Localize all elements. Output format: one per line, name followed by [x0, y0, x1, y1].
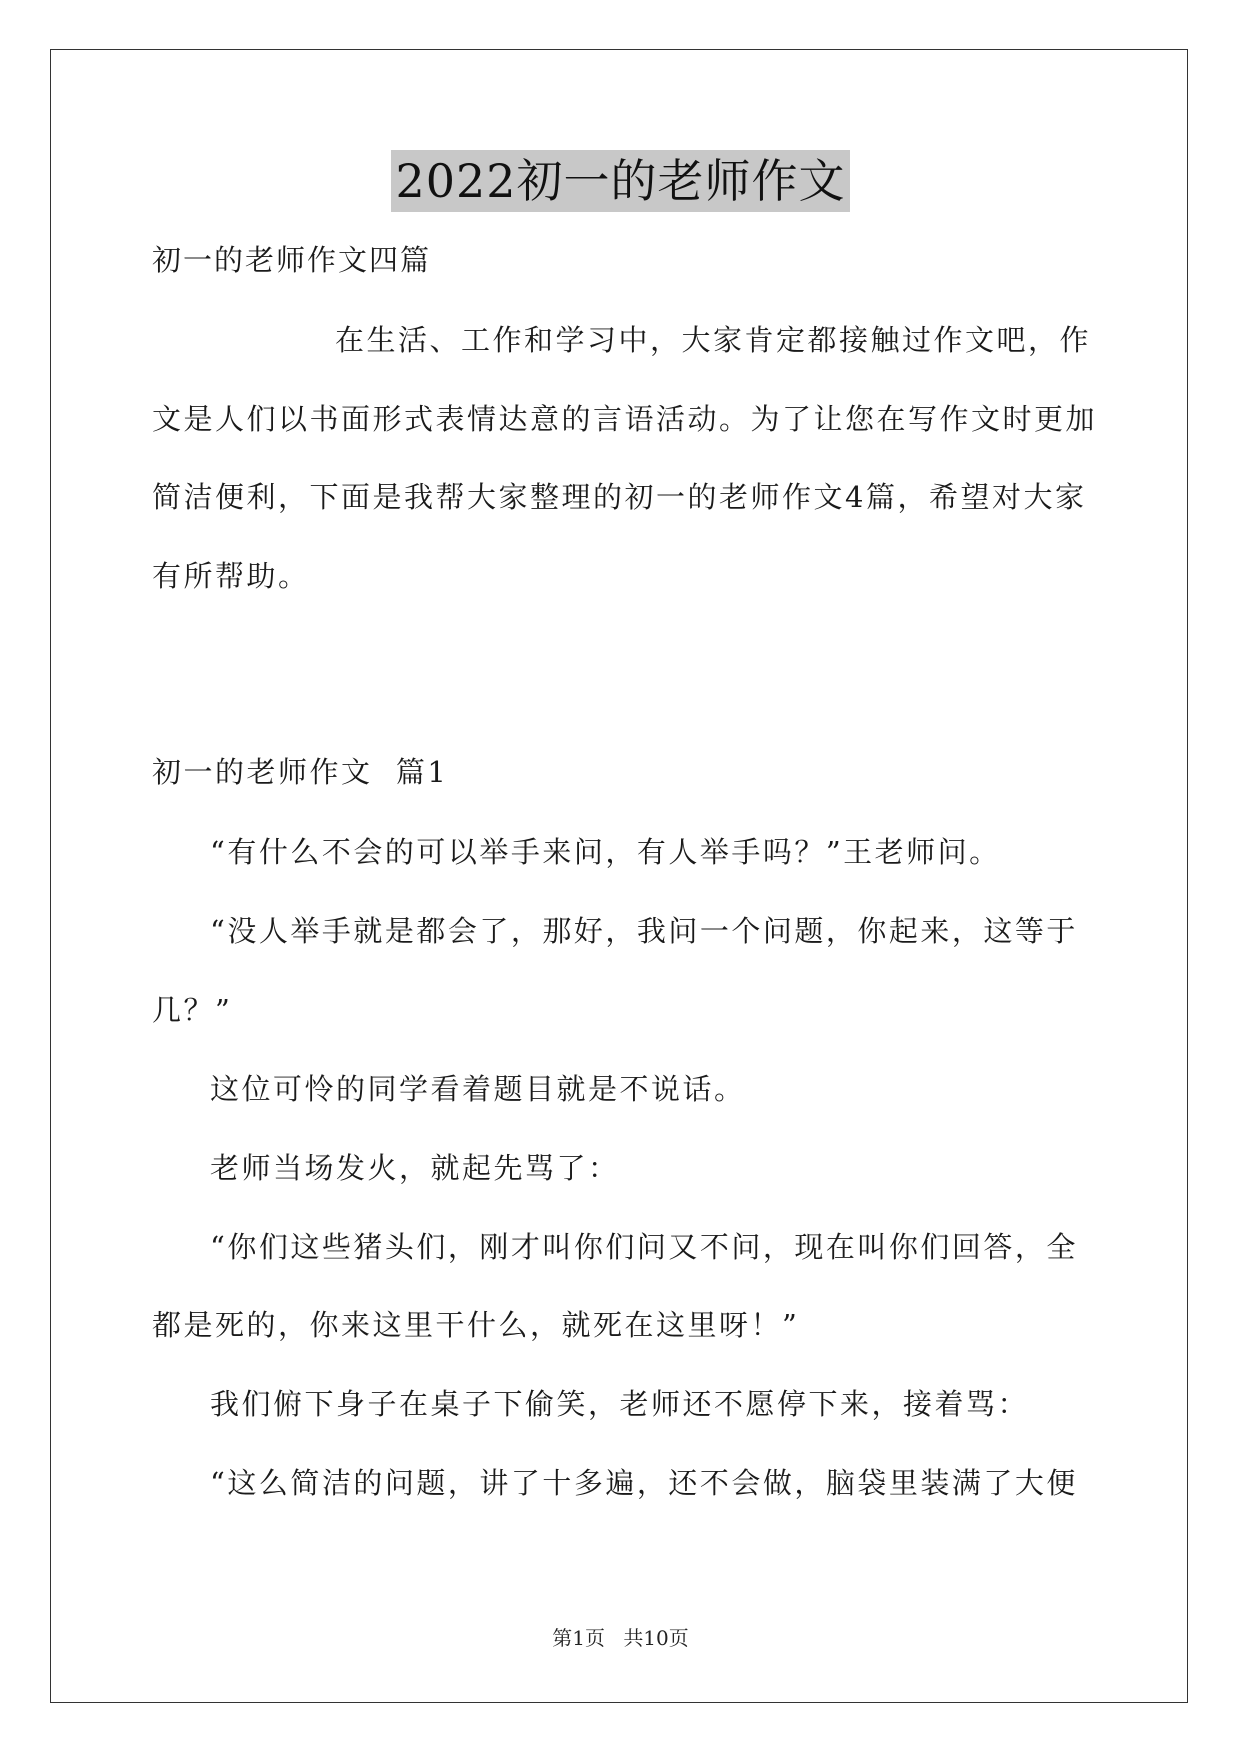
- document-title: 2022初一的老师作文: [391, 150, 849, 212]
- paragraph-line-5: 老师当场发火，就起先骂了：: [210, 1151, 620, 1185]
- paragraph-line-4: 这位可怜的同学看着题目就是不说话。: [210, 1072, 746, 1106]
- paragraph-line-7: 都是死的，你来这里干什么，就死在这里呀！”: [152, 1308, 800, 1342]
- document-subtitle: 初一的老师作文四篇: [152, 243, 432, 277]
- page-total: 共10页: [623, 1626, 689, 1650]
- paragraph-line-9: “这么简洁的问题，讲了十多遍，还不会做，脑袋里装满了大便: [210, 1466, 1078, 1500]
- intro-line-1: 在生活、工作和学习中，大家肯定都接触过作文吧，作: [335, 323, 1092, 357]
- page-footer: [0, 1624, 1241, 1652]
- section-heading: 初一的老师作文 篇1: [152, 755, 449, 789]
- paragraph-line-8: 我们俯下身子在桌子下偷笑，老师还不愿停下来，接着骂：: [210, 1387, 1030, 1421]
- page-number: 第1页: [552, 1626, 605, 1650]
- paragraph-line-1: “有什么不会的可以举手来问，有人举手吗？”王老师问。: [210, 835, 1001, 869]
- intro-line-3: 简洁便利，下面是我帮大家整理的初一的老师作文4篇，希望对大家: [152, 480, 1087, 514]
- page-border: [50, 49, 1188, 1703]
- intro-line-2: 文是人们以书面形式表情达意的言语活动。为了让您在写作文时更加: [152, 402, 1098, 436]
- paragraph-line-6: “你们这些猪头们，刚才叫你们问又不问，现在叫你们回答，全: [210, 1230, 1078, 1264]
- paragraph-line-2: “没人举手就是都会了，那好，我问一个问题，你起来，这等于: [210, 914, 1078, 948]
- title-container: [0, 150, 1241, 212]
- intro-line-4: 有所帮助。: [152, 559, 310, 593]
- paragraph-line-3: 几？”: [152, 993, 233, 1027]
